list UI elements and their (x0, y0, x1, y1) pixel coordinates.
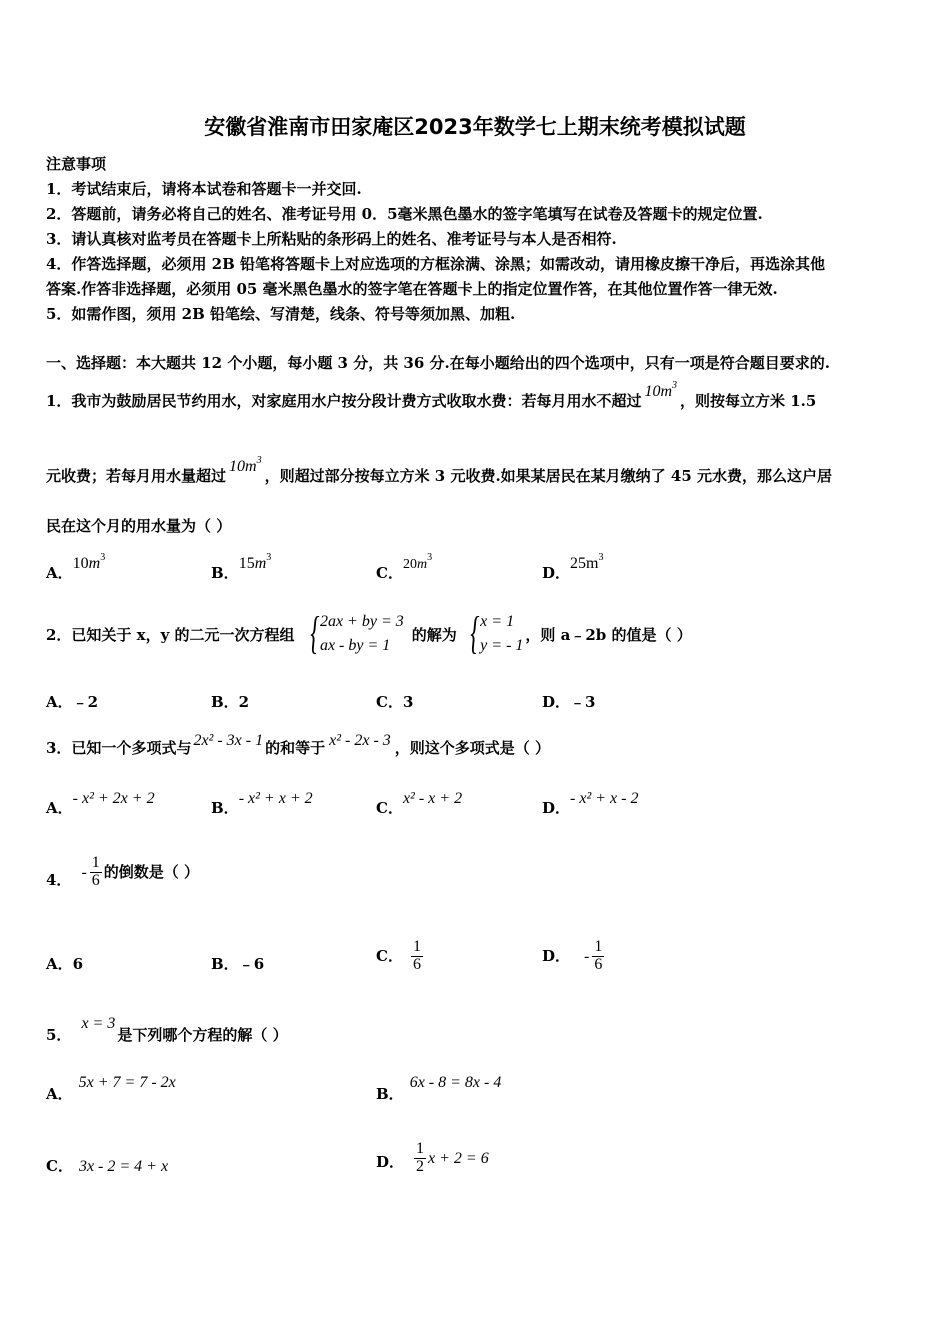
q5-option-b[interactable]: B．6x - 8 = 8x - 4 (376, 1074, 502, 1103)
q3-option-c[interactable]: C．x² - x + 2 (376, 790, 463, 817)
q5-option-d[interactable]: D． $\frac{1}{2}$ x + 2 = 6 (376, 1140, 489, 1176)
q4-option-a[interactable]: A．6 (46, 955, 84, 973)
q3-option-d[interactable]: D．- x² + x - 2 (542, 790, 639, 817)
note-item: 1．考试结束后，请将本试卷和答题卡一并交回. (46, 180, 362, 198)
q4-option-d[interactable]: D． - $\frac{1}{6}$ (542, 938, 603, 974)
q2-option-b[interactable]: B．2 (211, 693, 250, 711)
q5-option-c[interactable]: C． 3x - 2 = 4 + x (46, 1157, 169, 1175)
q3-option-a[interactable]: A．- x² + 2x + 2 (46, 790, 155, 817)
note-item: 3．请认真核对监考员在答题卡上所粘贴的条形码上的姓名、准考证号与本人是否相符. (46, 230, 617, 248)
q4-option-b[interactable]: B．﹣6 (211, 955, 265, 973)
q1-text-line3: 民在这个月的用水量为（ ） (46, 517, 232, 535)
q1-text-line2: 元收费；若每月用水量超过$10m^3$，则超过部分按每立方米 3 元收费.如果某居民在某月缴纳了 45 元水费，那么这户居 (46, 455, 833, 485)
q2-solution-system: { x = 1 y = - 1 (469, 607, 524, 658)
q4-option-c[interactable]: C． $\frac{1}{6}$ (376, 938, 421, 974)
note-item: 4．作答选择题，必须用 2B 铅笔将答题卡上对应选项的方框涂满、涂黑；如需改动，请用橡皮擦干净后，再选涂其他 (46, 255, 826, 273)
q3-text: 3．已知一个多项式与 2x² - 3x - 1 的和等于 x² - 2x - 3 ，则这个多项式是（ ） (46, 732, 551, 757)
q2-option-c[interactable]: C．3 (376, 693, 414, 711)
q1-option-b[interactable]: B．$15m^3$ (211, 552, 272, 582)
q2-option-d[interactable]: D．﹣3 (542, 693, 596, 711)
q5-option-a[interactable]: A．5x + 7 = 7 - 2x (46, 1074, 176, 1103)
q2-option-a[interactable]: A．﹣2 (46, 693, 99, 711)
q1-option-d[interactable]: D．$25m^3$ (542, 552, 604, 582)
q3-option-b[interactable]: B．- x² + x + 2 (211, 790, 313, 817)
q2-text: 2．已知关于 x，y 的二元一次方程组 { 2ax + by = 3 ax - by = 1 的解为 { x = 1 y = - 1 ，则 a﹣2b 的值是（ ） (46, 607, 692, 658)
notes-heading: 注意事项 (46, 155, 107, 173)
page-title: 安徽省淮南市田家庵区2023年数学七上期末统考模拟试题 (204, 115, 746, 139)
q5-text: 5．x = 3是下列哪个方程的解（ ） (46, 1015, 288, 1044)
q2-equation-system: { 2ax + by = 3 ax - by = 1 (309, 607, 404, 658)
note-item: 5．如需作图，须用 2B 铅笔绘、写清楚，线条、符号等须加黑、加粗. (46, 305, 516, 323)
note-item: 2．答题前，请务必将自己的姓名、准考证号用 0．5毫米黑色墨水的签字笔填写在试卷及答题卡的规定位置. (46, 205, 763, 223)
section-header: 一、选择题：本大题共 12 个小题，每小题 3 分，共 36 分.在每小题给出的四个选项中，只有一项是符合题目要求的. (46, 354, 830, 372)
q4-text: 4． - $\frac{1}{6}$ 的倒数是（ ） (46, 854, 199, 890)
q1-option-a[interactable]: A．$10m^3$ (46, 552, 106, 582)
note-item: 答案.作答非选择题，必须用 05 毫米黑色墨水的签字笔在答题卡上的指定位置作答，在其他位置作答一律无效. (46, 280, 778, 298)
q1-option-c[interactable]: C．$20m^3$ (376, 552, 433, 582)
q1-text-line1: 1．我市为鼓励居民节约用水，对家庭用水户按分段计费方式收取水费：若每月用水不超过$10m^3$，则按每立方米 1.5 (46, 380, 817, 410)
